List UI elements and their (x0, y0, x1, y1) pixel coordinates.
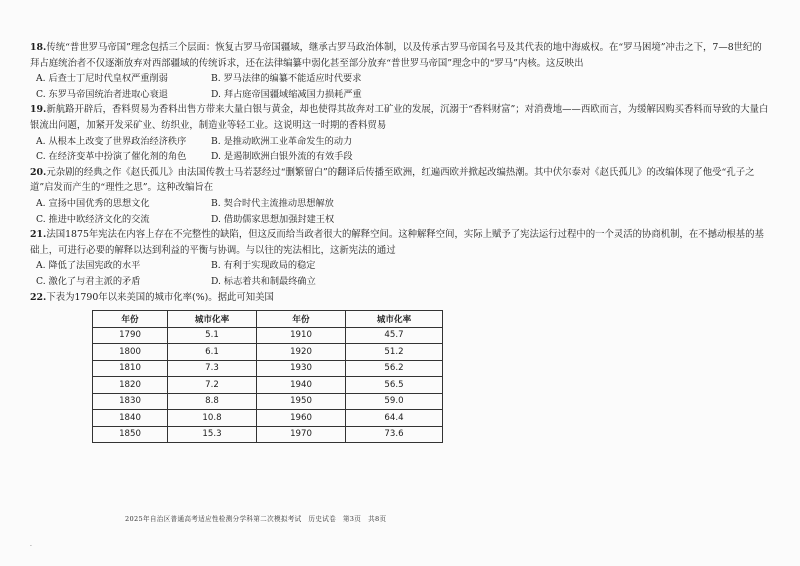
option-c[interactable]: C. 东罗马帝国统治者进取心衰退 (36, 88, 168, 100)
options (36, 71, 770, 102)
option-c[interactable]: C. 在经济变革中扮演了催化剂的角色 (36, 151, 187, 163)
question-21 (30, 227, 770, 289)
question-20 (30, 165, 770, 227)
table-cell: 1810 (93, 360, 168, 377)
column-header: 城市化率 (168, 311, 257, 328)
question-number: 20. (30, 166, 47, 178)
table-cell: 15.3 (168, 426, 257, 443)
table-cell: 1910 (257, 327, 346, 344)
option-b[interactable]: B. 契合时代主流推动思想解放 (211, 197, 334, 209)
option-d[interactable]: D. 借助儒家思想加强封建王权 (211, 213, 335, 225)
table-cell: 1820 (93, 377, 168, 394)
table-cell: 1970 (257, 426, 346, 443)
option-a[interactable]: A. 从根本上改变了世界政治经济秩序 (36, 135, 187, 147)
options (36, 258, 770, 289)
column-header: 年份 (257, 311, 346, 328)
table-cell: 1940 (257, 377, 346, 394)
table-cell: 56.2 (346, 360, 443, 377)
table-header-row (93, 311, 443, 328)
question-text: 传统“普世罗马帝国”理念包括三个层面：恢复古罗马帝国疆域，继承古罗马政治体制，以及传承古罗马帝国名号及其代表的地中海威权。在“罗马困境”冲击之下，7—8世纪的拜占庭统治者不仅逐渐放弃对西部疆域的传统诉求，还在法律编纂中弱化甚至部分放弃“普世罗马帝国”理念中的“罗马”内核。这反映出 (30, 42, 762, 69)
question-19 (30, 102, 770, 164)
column-header: 年份 (93, 311, 168, 328)
option-c[interactable]: C. 推进中欧经济文化的交流 (36, 213, 150, 225)
question-text: 元杂剧的经典之作《赵氏孤儿》由法国传教士马若瑟经过“删繁留白”的翻译后传播至欧洲，红遍西欧并掀起改编热潮。其中伏尔泰对《赵氏孤儿》的改编体现了他受“孔子之道”启发而产生的“理性之思”。这种改编旨在 (30, 166, 755, 194)
question-text: 法国1875年宪法在内容上存在不完整性的缺陷，但这反而给当政者很大的解释空间。这种解释空间，实际上赋予了宪法运行过程中的一个灵活的协商机制，在不撼动根基的基础上，可进行必要的解释以达到利益的平衡与协调。与以往的宪法相比，这新宪法的通过 (30, 229, 764, 256)
table-cell: 64.4 (346, 410, 443, 427)
urbanization-table (92, 310, 443, 443)
page-footer: 2025年自治区普通高考适应性检测分学科第二次模拟考试 历史试卷 第3页 共8页 (125, 515, 387, 523)
table-cell: 6.1 (168, 344, 257, 361)
column-header: 城市化率 (346, 311, 443, 328)
table-row (93, 426, 443, 443)
question-number: 19. (30, 104, 47, 116)
table-cell: 59.0 (346, 393, 443, 410)
option-a[interactable]: A. 降低了法国宪政的水平 (36, 260, 141, 272)
table-cell: 10.8 (168, 410, 257, 427)
table-cell: 1950 (257, 393, 346, 410)
question-18 (30, 40, 770, 102)
table-cell: 1800 (93, 344, 168, 361)
table-cell: 45.7 (346, 327, 443, 344)
table-cell: 8.8 (168, 393, 257, 410)
table-cell: 1960 (257, 410, 346, 427)
table-row (93, 393, 443, 410)
table-cell: 7.2 (168, 377, 257, 394)
options (36, 134, 770, 165)
question-number: 22. (30, 291, 47, 303)
table-row (93, 327, 443, 344)
table-cell: 1790 (93, 327, 168, 344)
question-text: 下表为1790年以来美国的城市化率(%)。据此可知美国 (46, 291, 274, 303)
corner-mark: · (30, 543, 32, 550)
table-cell: 1930 (257, 360, 346, 377)
question-area (30, 40, 770, 443)
table-cell: 1850 (93, 426, 168, 443)
option-d[interactable]: D. 是遏制欧洲白银外流的有效手段 (211, 151, 353, 163)
option-d[interactable]: D. 拜占庭帝国疆域缩减国力损耗严重 (211, 88, 362, 100)
table-cell: 1920 (257, 344, 346, 361)
table-row (93, 377, 443, 394)
table-cell: 7.3 (168, 360, 257, 377)
question-22 (30, 290, 770, 306)
option-d[interactable]: D. 标志着共和制最终确立 (211, 275, 316, 287)
table-cell: 5.1 (168, 327, 257, 344)
question-text: 新航路开辟后，香料贸易为香料出售方带来大量白银与黄金，却也使得其故奔对工矿业的发展，沉溺于“香料财富”；对消费地——西欧而言，为缓解因购买香料而导致的大量白银流出问题，加紧开发采矿业、纺织业，制造业等轻工业。这说明这一时期的香料贸易 (30, 104, 769, 131)
table-row (93, 344, 443, 361)
option-a[interactable]: A. 宣扬中国优秀的思想文化 (36, 197, 150, 209)
table-cell: 56.5 (346, 377, 443, 394)
table-row (93, 410, 443, 427)
table-cell: 73.6 (346, 426, 443, 443)
table-cell: 1840 (93, 410, 168, 427)
option-b[interactable]: B. 是推动欧洲工业革命发生的动力 (211, 135, 353, 147)
option-b[interactable]: B. 有利于实现政局的稳定 (211, 260, 316, 272)
option-b[interactable]: B. 罗马法律的编纂不能适应时代要求 (211, 73, 362, 85)
option-c[interactable]: C. 激化了与君主派的矛盾 (36, 275, 141, 287)
option-a[interactable]: A. 后查士丁尼时代皇权严重削弱 (36, 73, 168, 85)
question-number: 18. (30, 42, 47, 53)
question-number: 21. (30, 229, 47, 241)
table-row (93, 360, 443, 377)
options (36, 196, 770, 227)
table-cell: 51.2 (346, 344, 443, 361)
table-cell: 1830 (93, 393, 168, 410)
